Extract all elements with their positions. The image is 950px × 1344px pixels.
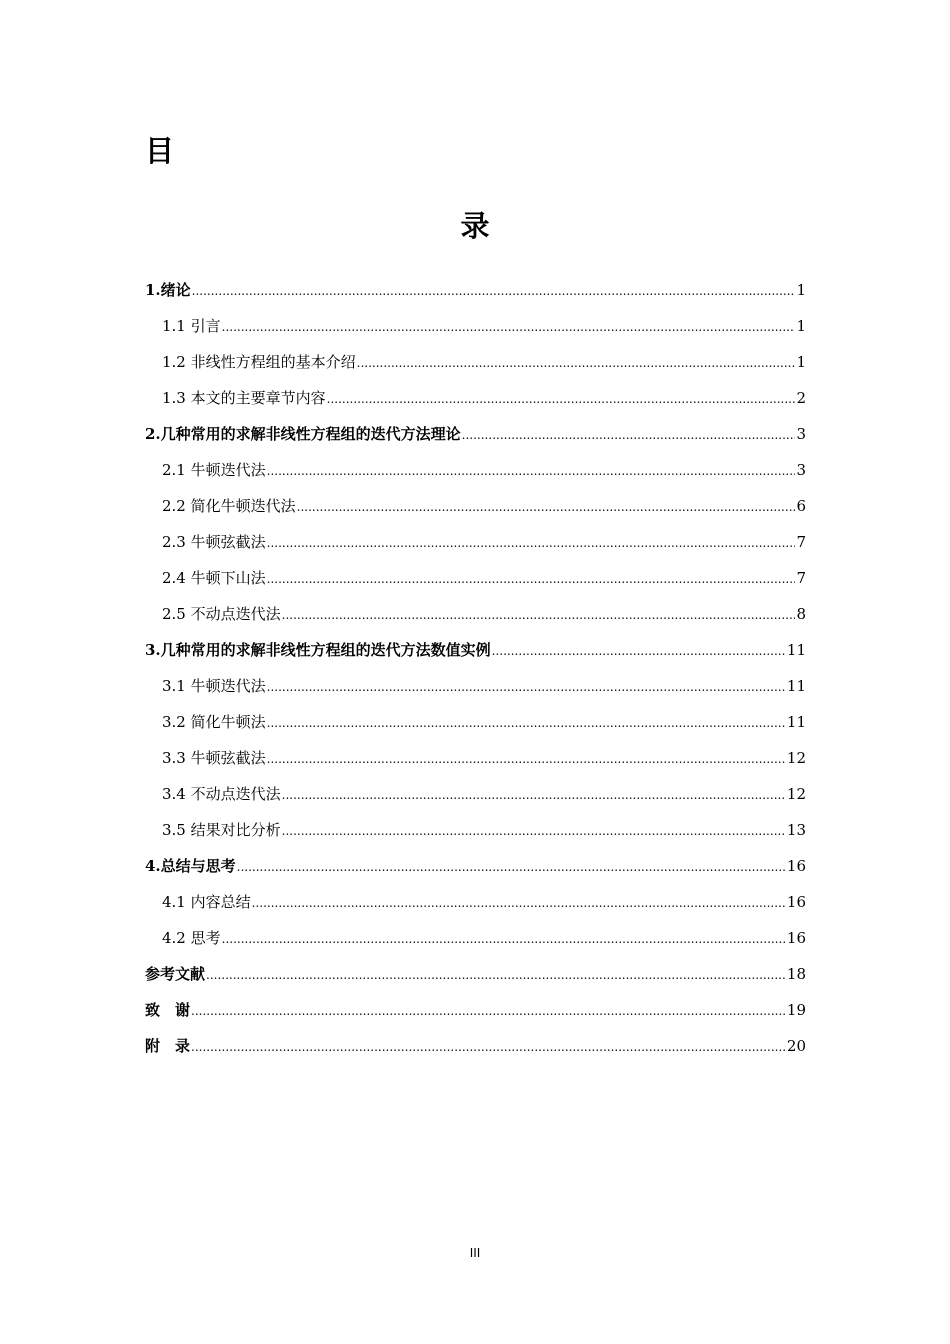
toc-entry-label: 2.几种常用的求解非线性方程组的迭代方法理论 (145, 425, 461, 443)
toc-entry-label: 4.2 思考 (162, 929, 221, 947)
toc-dot-leader (297, 489, 796, 525)
toc-entry-page: 1 (796, 281, 806, 299)
toc-entry-2-5[interactable] (145, 596, 806, 632)
toc-entry-label: 4.1 内容总结 (162, 893, 251, 911)
toc-entry-page: 2 (796, 389, 806, 407)
toc-title-second-char: 录 (460, 209, 490, 243)
toc-entry-page: 11 (786, 641, 806, 659)
toc-entry-2[interactable] (145, 416, 806, 452)
toc-entry-3-4[interactable] (145, 776, 806, 812)
toc-dot-leader (267, 561, 796, 597)
page-number-footer: III (469, 1246, 481, 1260)
toc-dot-leader (191, 993, 786, 1029)
toc-entry-page: 11 (786, 713, 806, 731)
toc-entry-page: 11 (786, 677, 806, 695)
toc-entry-page: 7 (796, 569, 806, 587)
toc-entry-page: 13 (786, 821, 806, 839)
toc-entry-label: 2.1 牛顿迭代法 (162, 461, 266, 479)
toc-entry-page: 3 (796, 461, 806, 479)
toc-entry-label: 3.3 牛顿弦截法 (162, 749, 266, 767)
toc-entry-page: 16 (786, 929, 806, 947)
toc-entry-page: 18 (786, 965, 806, 983)
toc-entry-label: 1.3 本文的主要章节内容 (162, 389, 326, 407)
toc-entry-page: 1 (796, 317, 806, 335)
toc-entry-1-2[interactable] (145, 344, 806, 380)
toc-entry-page: 16 (786, 857, 806, 875)
toc-dot-leader (192, 273, 796, 309)
toc-dot-leader (237, 849, 786, 885)
toc-entry-appendix[interactable] (145, 1028, 806, 1064)
toc-entry-label: 附 录 (145, 1037, 191, 1055)
toc-dot-leader (282, 597, 796, 633)
toc-entry-label: 3.2 简化牛顿法 (162, 713, 266, 731)
toc-entry-page: 12 (786, 749, 806, 767)
toc-dot-leader (492, 633, 786, 669)
toc-entry-1-1[interactable] (145, 308, 806, 344)
toc-entry-3-1[interactable] (145, 668, 806, 704)
toc-entry-3-5[interactable] (145, 812, 806, 848)
toc-dot-leader (222, 921, 786, 957)
toc-entry-page: 8 (796, 605, 806, 623)
toc-entry-label: 3.1 牛顿迭代法 (162, 677, 266, 695)
toc-entry-4-1[interactable] (145, 884, 806, 920)
toc-dot-leader (282, 813, 786, 849)
toc-entry-label: 1.1 引言 (162, 317, 221, 335)
toc-dot-leader (206, 957, 786, 993)
toc-entry-page: 19 (786, 1001, 806, 1019)
toc-entry-page: 12 (786, 785, 806, 803)
toc-dot-leader (267, 705, 786, 741)
toc-entry-references[interactable] (145, 956, 806, 992)
toc-entry-page: 6 (796, 497, 806, 515)
toc-entry-page: 7 (796, 533, 806, 551)
toc-dot-leader (191, 1029, 786, 1065)
toc-entry-3-3[interactable] (145, 740, 806, 776)
toc-dot-leader (222, 309, 796, 345)
toc-dot-leader (267, 453, 796, 489)
toc-entry-3[interactable] (145, 632, 806, 668)
toc-entry-page: 20 (786, 1037, 806, 1055)
toc-dot-leader (357, 345, 796, 381)
toc-entry-acknowledgements[interactable] (145, 992, 806, 1028)
toc-entry-2-3[interactable] (145, 524, 806, 560)
toc-entry-2-1[interactable] (145, 452, 806, 488)
toc-dot-leader (267, 669, 786, 705)
toc-entry-2-4[interactable] (145, 560, 806, 596)
toc-entry-label: 3.5 结果对比分析 (162, 821, 281, 839)
toc-entry-2-2[interactable] (145, 488, 806, 524)
toc-entry-1-3[interactable] (145, 380, 806, 416)
toc-dot-leader (267, 741, 786, 777)
toc-entry-label: 3.几种常用的求解非线性方程组的迭代方法数值实例 (145, 641, 491, 659)
toc-entry-4-2[interactable] (145, 920, 806, 956)
toc-entry-label: 1.2 非线性方程组的基本介绍 (162, 353, 356, 371)
toc-dot-leader (252, 885, 786, 921)
toc-entry-page: 3 (796, 425, 806, 443)
toc-entry-label: 致 谢 (145, 1001, 191, 1019)
toc-entry-page: 16 (786, 893, 806, 911)
toc-entry-label: 2.2 简化牛顿迭代法 (162, 497, 296, 515)
toc-title-first-char: 目 (145, 134, 175, 168)
toc-entry-label: 2.3 牛顿弦截法 (162, 533, 266, 551)
toc-dot-leader (327, 381, 796, 417)
toc-entry-4[interactable] (145, 848, 806, 884)
table-of-contents (145, 272, 806, 1064)
toc-entry-label: 参考文献 (145, 965, 206, 983)
toc-entry-label: 3.4 不动点迭代法 (162, 785, 281, 803)
toc-entry-label: 2.5 不动点迭代法 (162, 605, 281, 623)
toc-entry-label: 2.4 牛顿下山法 (162, 569, 266, 587)
toc-entry-1[interactable] (145, 272, 806, 308)
toc-dot-leader (462, 417, 796, 453)
toc-entry-3-2[interactable] (145, 704, 806, 740)
toc-entry-label: 4.总结与思考 (145, 857, 236, 875)
toc-entry-label: 1.绪论 (145, 281, 191, 299)
toc-entry-page: 1 (796, 353, 806, 371)
toc-dot-leader (267, 525, 796, 561)
toc-dot-leader (282, 777, 786, 813)
